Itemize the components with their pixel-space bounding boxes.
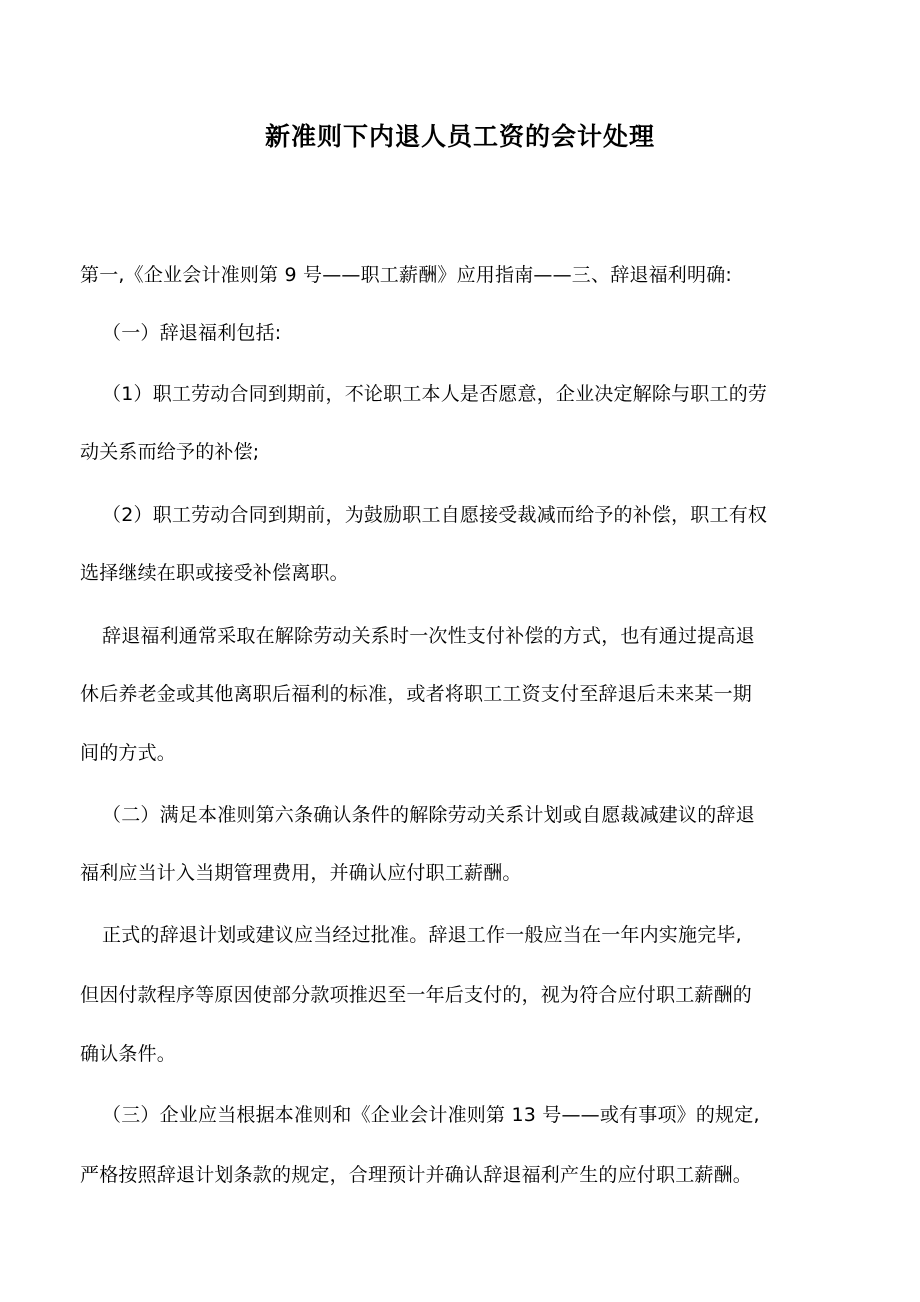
paragraph-line: 辞退福利通常采取在解除劳动关系时一次性支付补偿的方式，也有通过提高退 xyxy=(102,625,755,647)
paragraph-line: （1）职工劳动合同到期前，不论职工本人是否愿意，企业决定解除与职工的劳 xyxy=(102,383,768,405)
paragraph-line: 选择继续在职或接受补偿离职。 xyxy=(80,562,349,584)
paragraph-line: 休后养老金或其他离职后福利的标准，或者将职工工资支付至辞退后未来某一期 xyxy=(80,683,753,705)
paragraph-line: （二）满足本准则第六条确认条件的解除劳动关系计划或自愿裁减建议的辞退 xyxy=(102,804,755,826)
paragraph-line: 确认条件。 xyxy=(80,1043,177,1065)
paragraph-line: 正式的辞退计划或建议应当经过批准。辞退工作一般应当在一年内实施完毕, xyxy=(102,924,742,946)
paragraph-line: 间的方式。 xyxy=(80,742,177,764)
document-title: 新准则下内退人员工资的会计处理 xyxy=(264,122,655,151)
paragraph-line: 严格按照辞退计划条款的规定，合理预计并确认辞退福利产生的应付职工薪酬。 xyxy=(80,1164,753,1186)
paragraph-line: 但因付款程序等原因使部分款项推迟至一年后支付的，视为符合应付职工薪酬的 xyxy=(80,984,753,1006)
paragraph-line: 第一,《企业会计准则第 9 号——职工薪酬》应用指南——三、辞退福利明确: xyxy=(80,264,733,286)
paragraph-line: （三）企业应当根据本准则和《企业会计准则第 13 号——或有事项》的规定, xyxy=(102,1104,760,1126)
paragraph-line: （2）职工劳动合同到期前，为鼓励职工自愿接受裁减而给予的补偿，职工有权 xyxy=(102,504,768,526)
paragraph-line: 动关系而给予的补偿; xyxy=(80,441,260,463)
paragraph-line: （一）辞退福利包括: xyxy=(102,322,282,344)
paragraph-line: 福利应当计入当期管理费用，并确认应付职工薪酬。 xyxy=(80,862,522,884)
